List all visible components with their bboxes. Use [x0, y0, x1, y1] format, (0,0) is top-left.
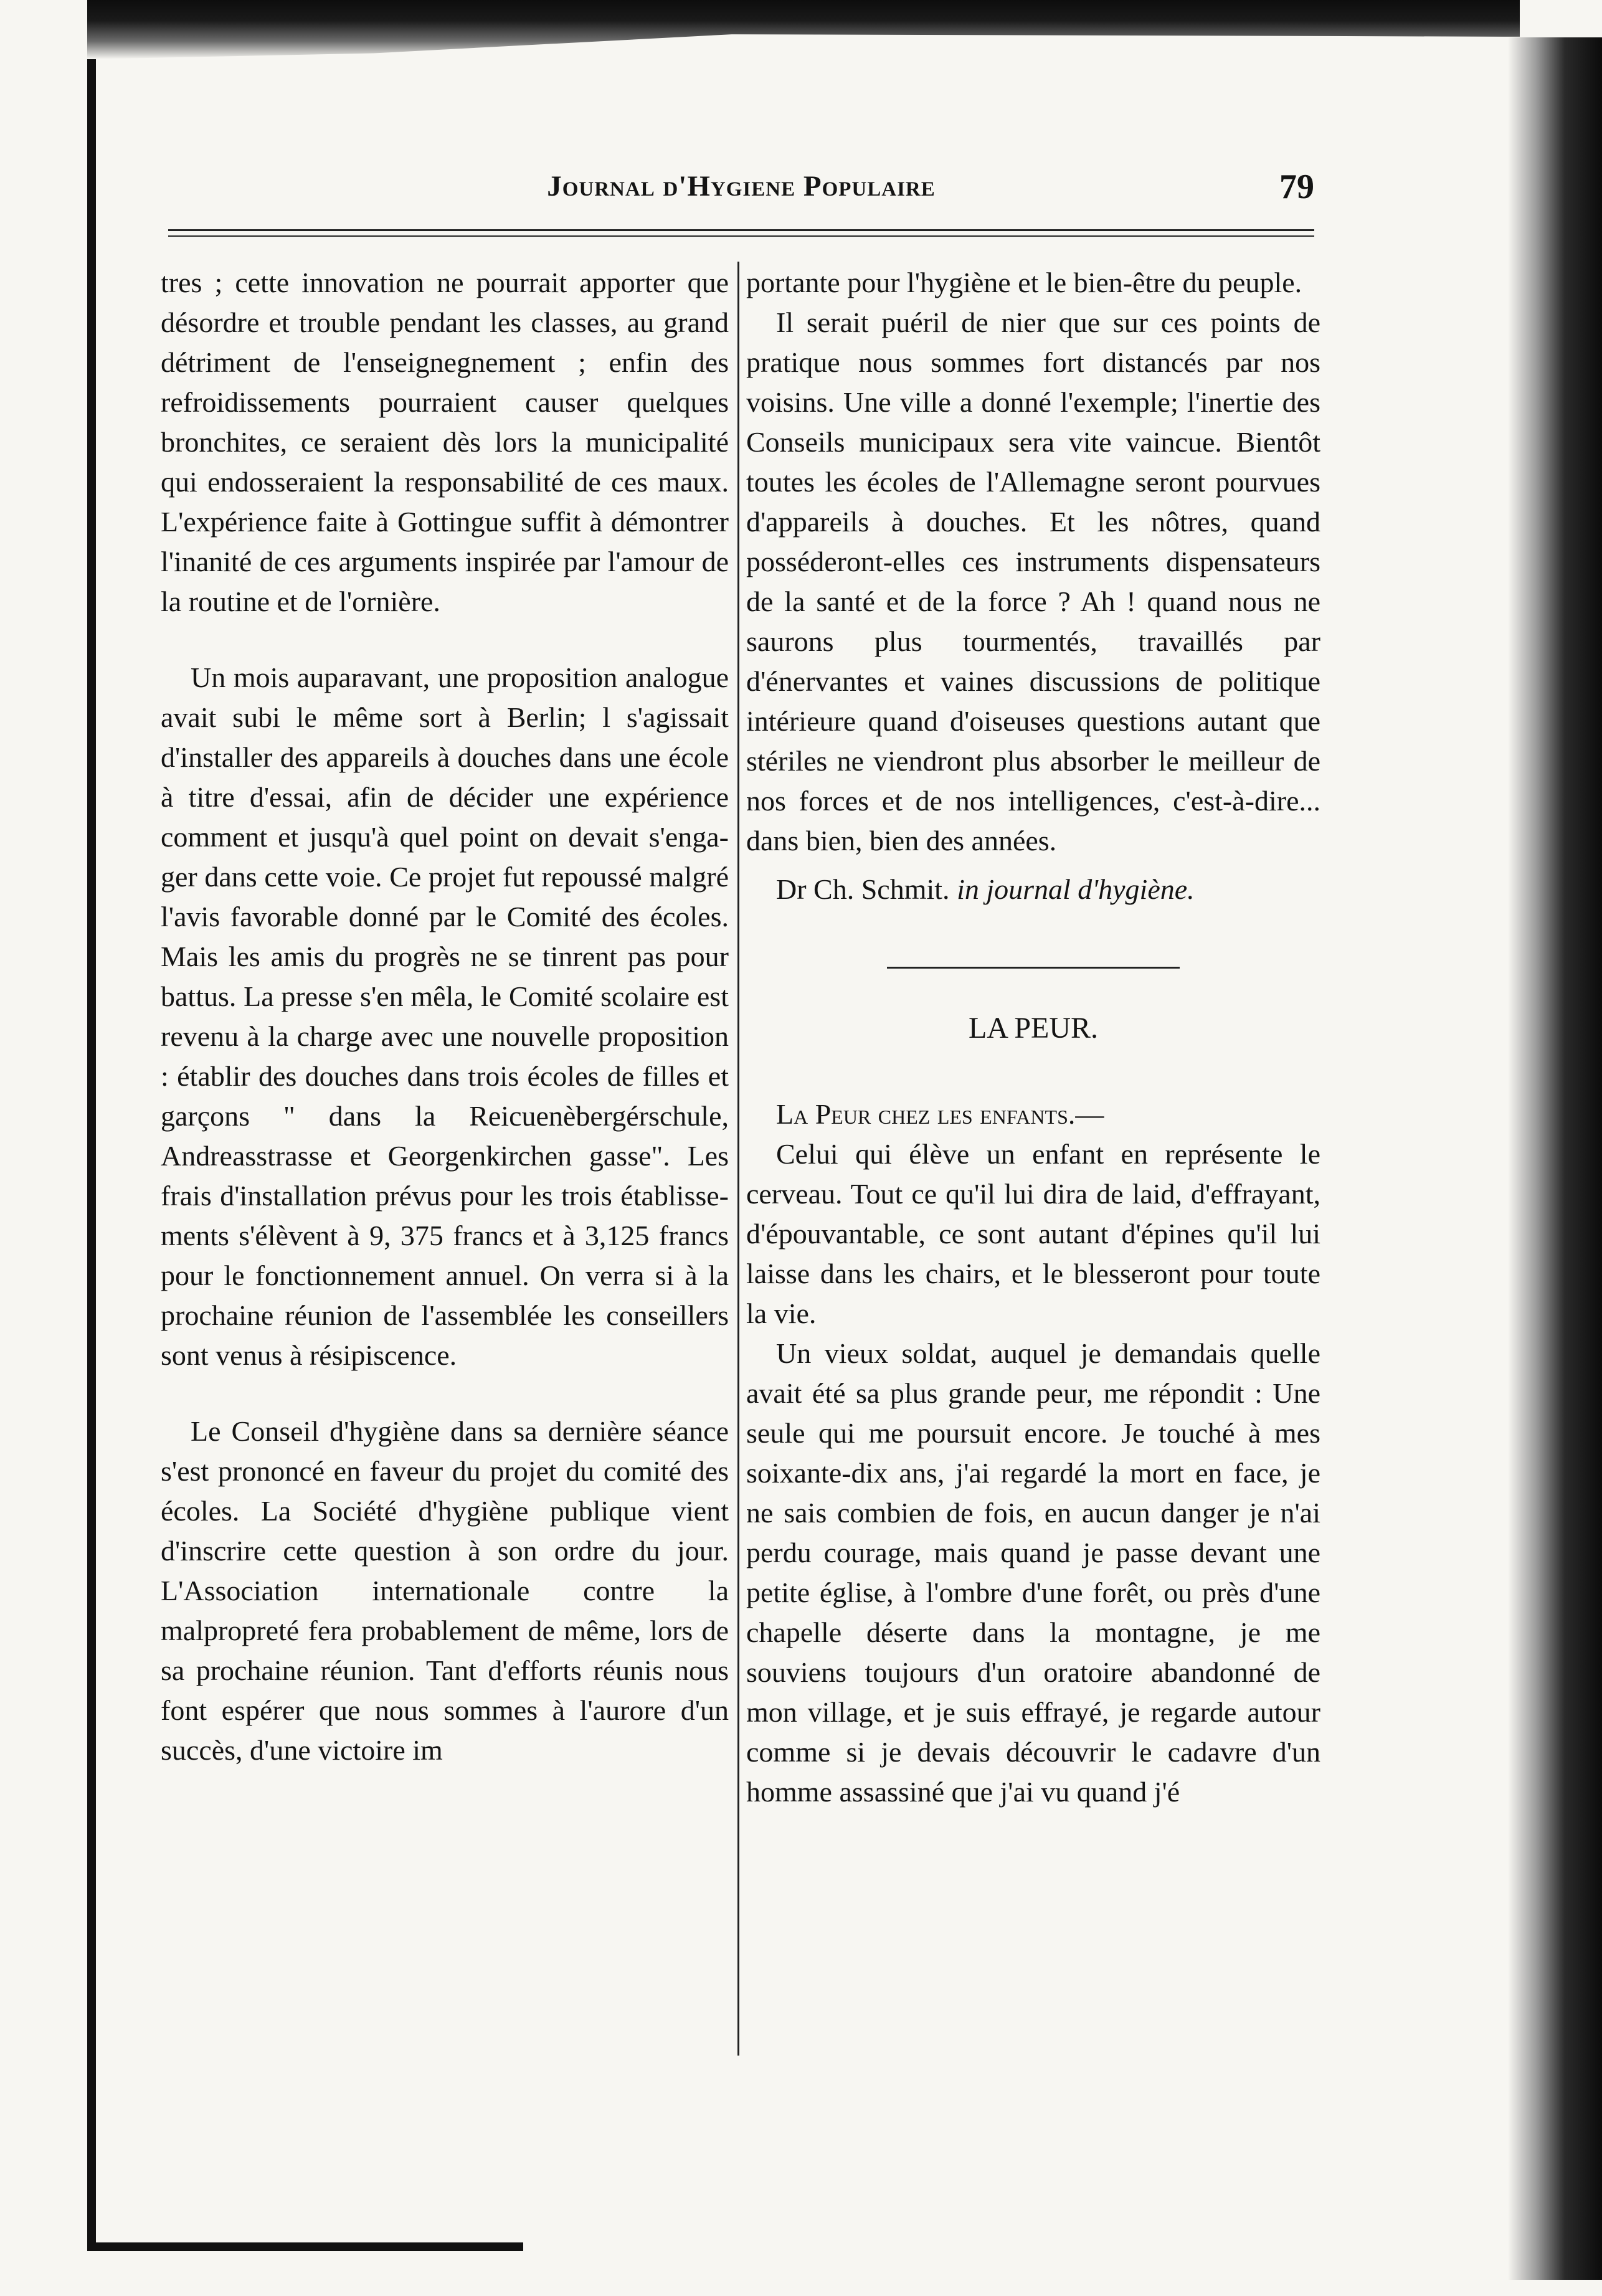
section-separator [887, 967, 1180, 969]
scan-edge-corner [87, 2180, 96, 2251]
signature-author: Dr Ch. Schmit. [776, 873, 950, 905]
right-paragraph-1: portante pour l'hygiène et le bien-être du peuple. [746, 267, 1302, 298]
header-rule-bottom [168, 235, 1314, 237]
signature [746, 870, 1320, 909]
running-header [168, 169, 1314, 219]
column-divider [737, 262, 739, 2056]
scan-edge-right [1509, 37, 1602, 2280]
right-paragraph-2: Il serait puéril de nier que sur ces points de pratique nous sommes fort distancés par nos voisins. Une ville a donné l'exemple; l'inertie des Conseils municipaux sera vite vaincue. Bientôt toutes les écoles de l'Allemagne seront pourvues d'appareils à douches. Et les nôtres, quand posséderont-elles ces instruments dispensateurs de la santé et de la force ? Ah ! quand nous ne saurons plus tourmentés, travaillés par d'énervantes et vaines discussions de politique intérieure quand d'oiseuses questions autant que stériles ne viendront plus absorber le meilleur de nos forces et de nos intelligences, c'est-à-dire... dans bien, bien des années. [746, 306, 1320, 856]
left-paragraph-2: Un mois auparavant, une proposition analogue avait subi le même sort à Berlin; l s'agissait d'installer des appareils à douches dans une école à titre d'essai, afin de décider une expérience comment et jusqu'à quel point on devait s'engager dans cette voie. Ce projet fut repoussé malgré l'avis favorable donné par le Comité des écoles. Mais les amis du progrès ne se tinrent pas pour battus. La presse s'en mêla, le Comité scolaire est revenu à la charge avec une nouvelle proposition : établir des douches dans trois écoles de filles et garçons " dans la Reicuenèbergérschule, Andreasstrasse et Georgenkirchen gasse". Les frais d'installation prévus pour les trois établissements s'élèvent à 9, 375 francs et à 3,125 francs pour le fonctionnement annuel. On verra si à la prochaine réunion de l'assemblée les conseillers sont venus à résipiscence. [161, 662, 729, 1371]
journal-title: Journal d'Hygiene Populaire [547, 170, 936, 202]
section-title: LA PEUR. [968, 1012, 1099, 1045]
scan-edge-left [87, 59, 96, 2189]
right-paragraph-3: Celui qui élève un enfant en représente le cerveau. Tout ce qu'il lui dira de laid, d'effrayant, d'épouvantable, ce sont autant d'épines qu'il lui laisse dans les chairs, et le blesseront pour toute la vie. [746, 1138, 1320, 1329]
header-rule-top [168, 229, 1314, 231]
right-column [746, 263, 1320, 1812]
scan-edge-bottom [87, 2242, 523, 2251]
scan-edge-top [87, 0, 1520, 59]
page-number: 79 [1279, 168, 1314, 206]
right-paragraph-4: Un vieux soldat, auquel je demandais quelle avait été sa plus grande peur, me répondit : Une seule qui me poursuit encore. Je touché à mes soixante-dix ans, j'ai regardé la mort en face, je ne sais combien de fois, en aucun danger je n'ai perdu courage, mais quand je passe devant une petite église, à l'ombre d'une forêt, ou près d'une chapelle déserte dans la montagne, je me souviens toujours d'un oratoire abandonné de mon village, et je suis effrayé, je regarde autour comme si je devais découvrir le cadavre d'un homme assassiné que j'ai vu quand j'é [746, 1337, 1320, 1808]
left-paragraph-1: tres ; cette innovation ne pourrait apporter que désordre et trouble pendant les classes, au grand détriment de l'enseignegnement ; enfin des refroidissements pourraient causer quelques bronchites, ce seraient dès lors la municipalité qui endosseraient la responsabilité de ces maux. L'expérience faite à Gottingue suffit à démontrer l'inanité de ces arguments inspirée par l'amour de la routine et de l'ornière. [161, 267, 729, 617]
left-paragraph-3: Le Conseil d'hygiène dans sa dernière séance s'est prononcé en faveur du projet du comité des écoles. La Société d'hygiène publique vient d'inscrire cette question à son ordre du jour. L'Association internationale contre la malpropreté fera probablement de même, lors de sa prochaine réunion. Tant d'efforts réunis nous font espérer que nous sommes à l'aurore d'un succès, d'une victoire im [161, 1415, 729, 1766]
left-column [161, 263, 729, 1770]
section-subheading: La Peur chez les enfants.— [776, 1098, 1104, 1130]
signature-source: in journal d'hygiène. [957, 873, 1195, 905]
